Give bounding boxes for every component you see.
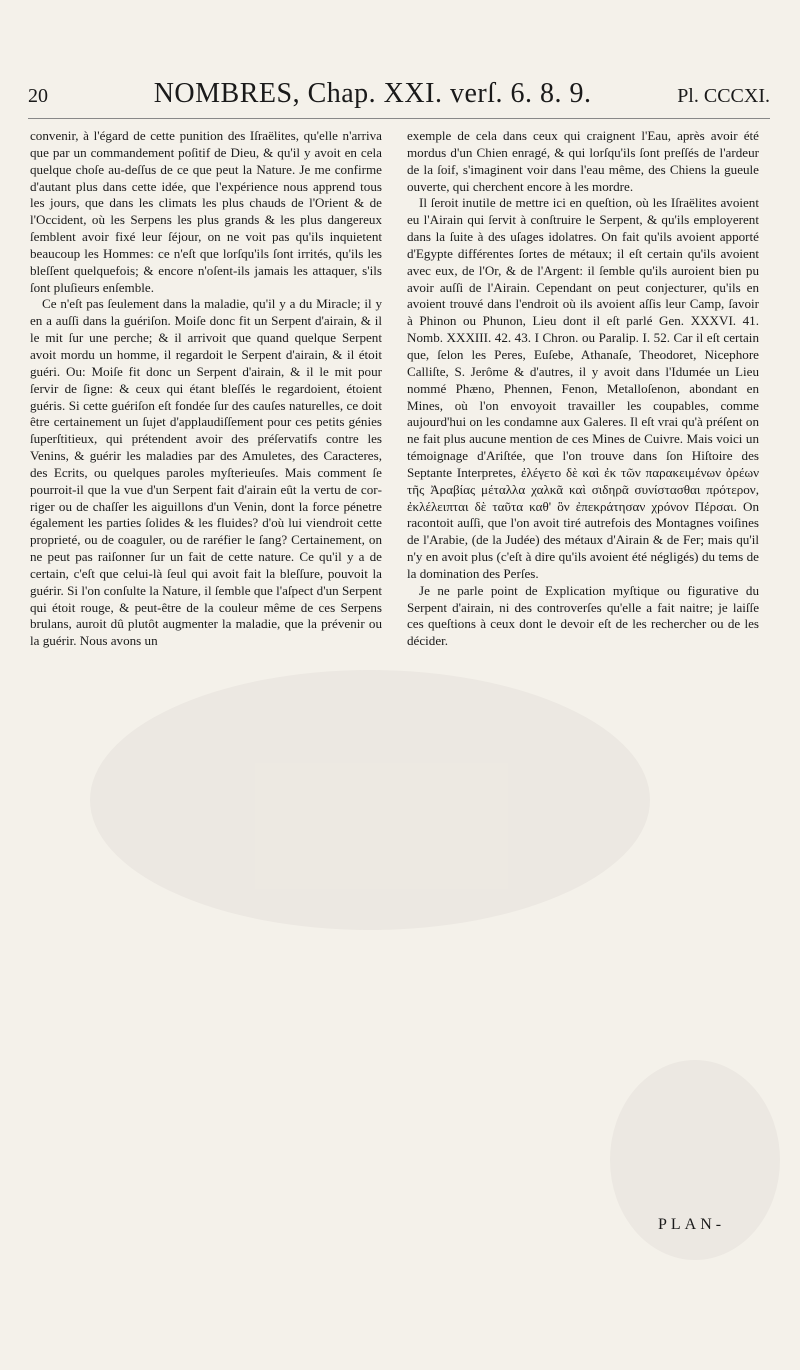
running-title: NOMBRES, Chap. XXI. verſ. 6. 8. 9. bbox=[153, 78, 592, 109]
paper-stain bbox=[90, 670, 650, 930]
left-column bbox=[30, 128, 382, 650]
paragraph: Ce n'eſt pas ſeulement dans la maladie, qu'il y a du Miracle; il y en a auſſi dans la guériſon. Moiſe donc fit un Serpent d'airain, & il le mit ſur une perche; & il arrivoit que quand quelque Serpent avoit mordu un homme, il regardoit le Serpent d'airain, & il étoit guéri. Ou: Moiſe fit donc un Serpent d'airain, & il le mit pour ſervir de ſigne: & ceux qui étant bleſſés le regardoient, étoient guéris. Si cette guériſon eſt fondée ſur des cauſes naturelles, ce doit être certainement un ſujet d'applaudiſſement pour ces petits génies ſuperſtitieux, qui prétendent avoir des préſervatifs contre les Venins, & guérir les maladies par des Amuletes, des Caracteres, des Ecrits, ou quelques paroles myſterieuſes. Mais comment ſe pourroit-il que la vue d'un Serpent fait d'airain eût la vertu de corriger ou de chaſſer les aiguillons d'un Venin, dont la force pénetre également les parties ſolides & les fluides? d'où lui viendroit cette proprieté, ou de coaguler, ou de raréfier le ſang? Certainement, on ne peut pas raiſonner ſur un fait de cette nature. Ce qu'il y a de certain, c'eſt que celui-là ſeul qui avoit fait la bleſſure, pouvoit la guérir. Si l'on conſulte la Nature, il ſemble que l'aſpect d'un Serpent qui étoit rouge, & peut-être de la couleur même de ces Serpens brulans, auroit dû plutôt augmenter la maladie, que la prévenir ou la guérir. Nous avons un bbox=[30, 296, 382, 649]
right-column bbox=[407, 128, 759, 650]
page-header bbox=[28, 78, 770, 118]
paragraph: exemple de cela dans ceux qui craignent l'Eau, après avoir été mordus d'un Chien enragé, & qui lorſqu'ils ſont preſſés de l'ardeur de la ſoif, s'imaginent voir dans l'eau même, des Chiens la gueule ouverte, qui cherchent encore à les mordre. bbox=[407, 128, 759, 194]
header-rule bbox=[28, 118, 770, 119]
paragraph: Il ſeroit inutile de mettre ici en queſtion, où les Iſraëlites avoient eu l'Airain qui ſervit à conſtruire le Serpent, & qu'ils employerent dans la ſuite à des uſages idolatres. On fait qu'ils avoient apporté d'Egypte différentes ſortes de métaux; il eſt certain qu'ils avoient avec eux, de l'Or, & de l'Argent: il ſemble qu'ils auroient bien pu avoir auſſi de l'Airain. Cependant on peut conjecturer, qu'ils en avoient trouvé dans l'endroit où ils avoient aſſis leur Camp, ſavoir à Phinon ou Phunon, Lieu dont il eſt parlé Gen. XXXVI. 41. Nomb. XXXIII. 42. 43. I Chron. ou Paralip. I. 52. Car il eſt certain que, ſelon les Peres, Euſebe, Athanaſe, Theodoret, Nicephore Calliſte, S. Jerôme & d'autres, il y avoit dans l'Idumée un Lieu nommé Phæno, Phennen, Fenon, Metalloſenon, abondant en Mines, où l'on envoyoit travailler les coupables, comme aujourd'hui on les condamne aux Galeres. Il eſt vrai qu'à préſent on ne fait plus aucune mention de ces Mines de Cuivre. Mais voici un témoignage d'Ariſtée, que l'on trouve dans ſon Hiſtoire des Septante Interpretes, ἐλέγετο δὲ καὶ ἐκ τῶν παρακειμένων ὀρέων τῆς Ἀραβίας μέταλλα χαλκᾶ καὶ σιδηρᾶ συνίστασθαι πρότερον, ἐκλέλειπται δὲ ταῦτα καθ' ὃν ἐπεκράτησαν χρόνον Πέρσαι. On racontoit auſſi, que l'on avoit tiré autrefois des Montagnes voiſines de l'Arabie, (de la Judée) des métaux d'Airain & de Fer; mais qu'il n'y en avoit plus (c'eſt à dire qu'ils avoient été négligés) du tems de la domination des Perſes. bbox=[407, 195, 759, 581]
paragraph: convenir, à l'égard de cette punition des Iſraëlites, qu'elle n'arriva que par un commandement poſitif de Dieu, & qu'il y avoit en cela quelque choſe au-deſſus de ce que peut la Nature. Je me confirme d'autant plus dans cette idée, que l'expérience nous apprend tous les jours, que dans les climats les plus chauds de l'Orient & de l'Occident, où les Serpens les plus grands & les plus dangereux ſemblent avoir fixé leur ſéjour, on ne voit pas qu'ils inquietent beaucoup les Hommes: ce n'eſt que lorſqu'ils ſont irrités, qu'ils les bleſſent quelquefois; & encore n'oſent-ils jamais les attaquer, s'ils ſont pluſieurs enſemble. bbox=[30, 128, 382, 295]
paragraph: Je ne parle point de Explication myſtique ou figurative du Serpent d'airain, ni des controverſes qu'elle a fait naitre; je laiſſe ces queſtions à ceux dont le devoir eſt de les rechercher ou de les décider. bbox=[407, 582, 759, 649]
catchword: PLAN- bbox=[658, 1216, 726, 1233]
plate-number: Pl. CCCXI. bbox=[677, 85, 770, 107]
page-number: 20 bbox=[28, 85, 48, 107]
